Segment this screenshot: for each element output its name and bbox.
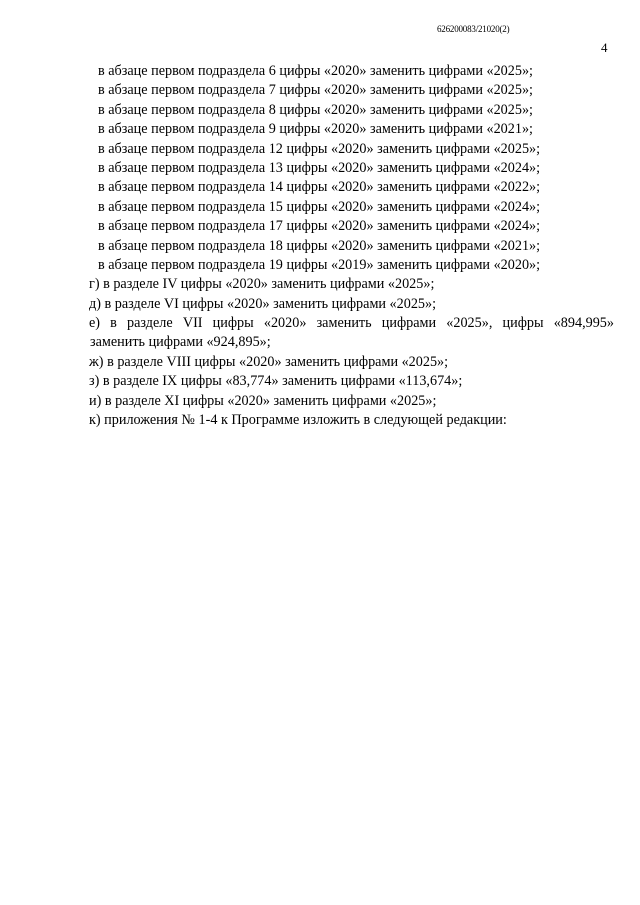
item-z: з) в разделе IX цифры «83,774» заменить цифрами «113,674»;: [89, 373, 463, 390]
item-e-first-line: е) в разделе VII цифры «2020» заменить цифрами «2025», цифры «894,995»: [89, 315, 614, 332]
document-body: [0, 62, 640, 430]
amendment-line: в абзаце первом подраздела 19 цифры «2019» заменить цифрами «2020»;: [98, 256, 541, 273]
amendment-line: в абзаце первом подраздела 6 цифры «2020» заменить цифрами «2025»;: [98, 63, 533, 79]
amendment-line: в абзаце первом подраздела 17 цифры «2020» заменить цифрами «2024»;: [98, 218, 541, 235]
amendment-line: в абзаце первом подраздела 15 цифры «2020» заменить цифрами «2024»;: [98, 198, 541, 215]
amendment-line: в абзаце первом подраздела 9 цифры «2020» заменить цифрами «2021»;: [98, 121, 533, 138]
amendment-line: в абзаце первом подраздела 7 цифры «2020» заменить цифрами «2025»;: [98, 82, 533, 99]
amendment-line: в абзаце первом подраздела 14 цифры «2020» заменить цифрами «2022»;: [98, 179, 541, 196]
amendment-line: в абзаце первом подраздела 18 цифры «2020» заменить цифрами «2021»;: [98, 237, 541, 254]
item-k: к) приложения № 1-4 к Программе изложить в следующей редакции:: [89, 412, 507, 429]
amendment-line: в абзаце первом подраздела 12 цифры «2020» заменить цифрами «2025»;: [98, 140, 541, 157]
item-zh: ж) в разделе VIII цифры «2020» заменить цифрами «2025»;: [89, 353, 449, 370]
document-registration-number: 626200083/21020(2): [437, 24, 510, 34]
amendment-line: в абзаце первом подраздела 13 цифры «2020» заменить цифрами «2024»;: [98, 159, 541, 176]
item-e-continuation: заменить цифрами «924,895»;: [90, 334, 271, 351]
item-i: и) в разделе XI цифры «2020» заменить цифрами «2025»;: [89, 392, 437, 409]
amendment-line: в абзаце первом подраздела 8 цифры «2020» заменить цифрами «2025»;: [98, 101, 533, 118]
item-g: г) в разделе IV цифры «2020» заменить цифрами «2025»;: [89, 276, 435, 293]
item-d: д) в разделе VI цифры «2020» заменить цифрами «2025»;: [89, 295, 437, 312]
page-number: 4: [601, 40, 608, 55]
